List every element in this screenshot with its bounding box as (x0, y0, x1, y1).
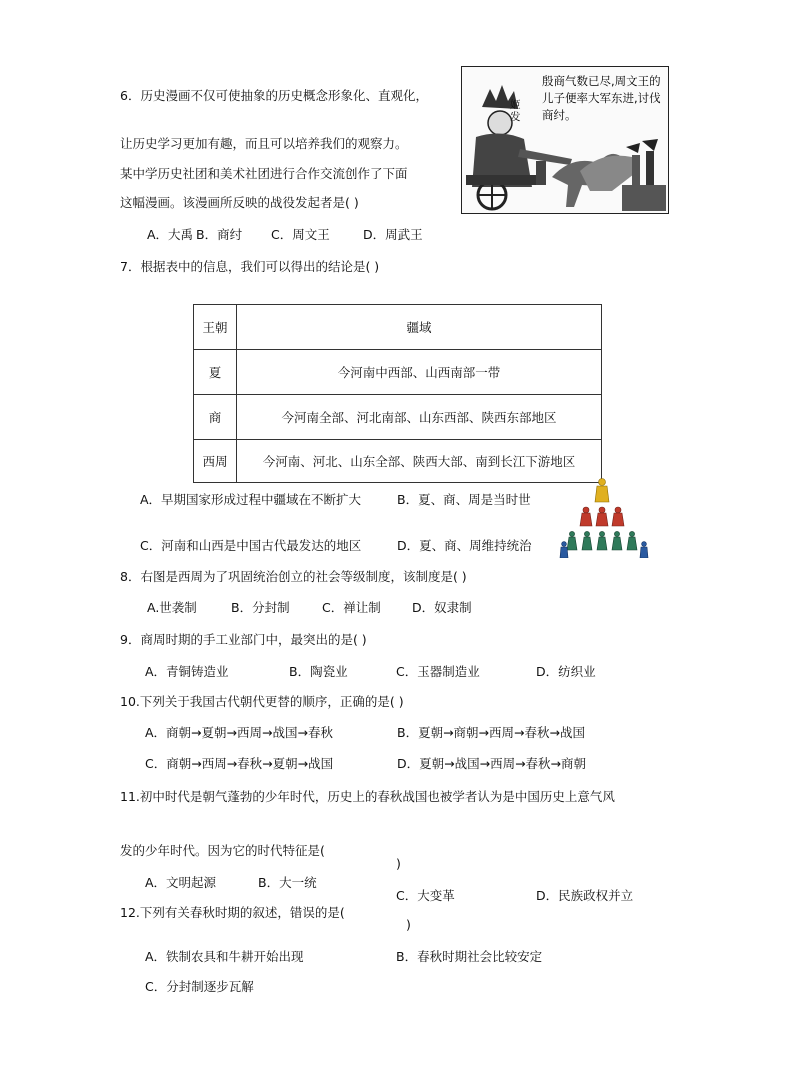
q10-stem: 10.下列关于我国古代朝代更替的顺序，正确的是( ) (120, 694, 404, 709)
table-cell-dynasty: 夏 (194, 350, 237, 395)
q8-option-b: B．分封制 (231, 600, 290, 615)
q9-stem: 9．商周时期的手工业部门中，最突出的是( ) (120, 632, 367, 647)
social-hierarchy-illustration (552, 472, 658, 558)
q7-option-b: B．夏、商、周是当时世 (397, 492, 531, 507)
q12-option-a: A．铁制农具和牛耕开始出现 (145, 949, 304, 964)
q11-option-c: C．大变革 (396, 888, 455, 903)
q10-option-c: C．商朝→西周→春秋→夏朝→战国 (145, 756, 334, 771)
q10-option-b: B．夏朝→商朝→西周→春秋→战国 (397, 725, 585, 740)
cartoon-name-label: 姬发 (510, 99, 521, 123)
table-header-row (194, 305, 602, 350)
q6-stem-line1: 6．历史漫画不仅可使抽象的历史概念形象化、直观化， (120, 88, 428, 103)
history-cartoon (461, 66, 669, 214)
table-header-dynasty: 王朝 (194, 305, 237, 350)
q11-option-d: D．民族政权并立 (536, 888, 634, 903)
q12-option-c: C．分封制逐步瓦解 (145, 979, 254, 994)
q6-option-a: A．大禹 (147, 227, 194, 242)
q9-option-a: A．青铜铸造业 (145, 664, 229, 679)
q11-option-b: B．大一统 (258, 875, 317, 890)
q6-stem-line2: 让历史学习更加有趣，而且可以培养我们的观察力。 (120, 136, 408, 151)
table-header-territory: 疆域 (237, 305, 602, 350)
table-cell-territory: 今河南全部、河北南部、山东西部、陕西东部地区 (237, 395, 602, 440)
q7-option-c: C．河南和山西是中国古代最发达的地区 (140, 538, 362, 553)
q11-close-paren: ) (396, 856, 401, 871)
q6-stem-line3: 某中学历史社团和美术社团进行合作交流创作了下面 (120, 166, 408, 181)
q10-option-d: D．夏朝→战国→西周→春秋→商朝 (397, 756, 587, 771)
q9-option-d: D．纺织业 (536, 664, 596, 679)
q11-option-a: A．文明起源 (145, 875, 217, 890)
q8-option-c: C．禅让制 (322, 600, 381, 615)
q7-option-d: D．夏、商、周维持统治 (397, 538, 532, 553)
table-cell-territory: 今河南、河北、山东全部、陕西大部、南到长江下游地区 (237, 440, 602, 483)
q10-option-a: A．商朝→夏朝→西周→战国→春秋 (145, 725, 333, 740)
q6-option-b: B．商纣 (196, 227, 243, 242)
table-row (194, 440, 602, 483)
q6-stem-line4: 这幅漫画。该漫画所反映的战役发起者是( ) (120, 195, 359, 210)
table-cell-territory: 今河南中西部、山西南部一带 (237, 350, 602, 395)
q7-stem: 7．根据表中的信息，我们可以得出的结论是( ) (120, 259, 380, 274)
q11-stem-line2: 发的少年时代。因为它的时代特征是( (120, 843, 325, 858)
q9-option-c: C．玉器制造业 (396, 664, 480, 679)
table-row (194, 350, 602, 395)
q9-option-b: B．陶瓷业 (289, 664, 348, 679)
q6-option-c: C．周文王 (271, 227, 330, 242)
dynasty-territory-table (193, 304, 602, 483)
q12-close-paren: ) (406, 917, 411, 932)
q12-option-b: B．春秋时期社会比较安定 (396, 949, 543, 964)
table-cell-dynasty: 商 (194, 395, 237, 440)
cartoon-caption: 殷商气数已尽,周文王的儿子便率大军东进,讨伐商纣。 (542, 74, 661, 122)
q11-stem-line1: 11.初中时代是朝气蓬勃的少年时代，历史上的春秋战国也被学者认为是中国历史上意气风 (120, 789, 615, 804)
table-cell-dynasty: 西周 (194, 440, 237, 483)
q6-option-d: D．周武王 (363, 227, 423, 242)
q8-option-d: D．奴隶制 (412, 600, 472, 615)
table-row (194, 395, 602, 440)
q7-option-a: A．早期国家形成过程中疆域在不断扩大 (140, 492, 362, 507)
q8-option-a: A.世袭制 (147, 600, 197, 615)
q8-stem: 8．右图是西周为了巩固统治创立的社会等级制度，该制度是( ) (120, 569, 467, 584)
q12-stem: 12.下列有关春秋时期的叙述，错误的是( (120, 905, 345, 920)
